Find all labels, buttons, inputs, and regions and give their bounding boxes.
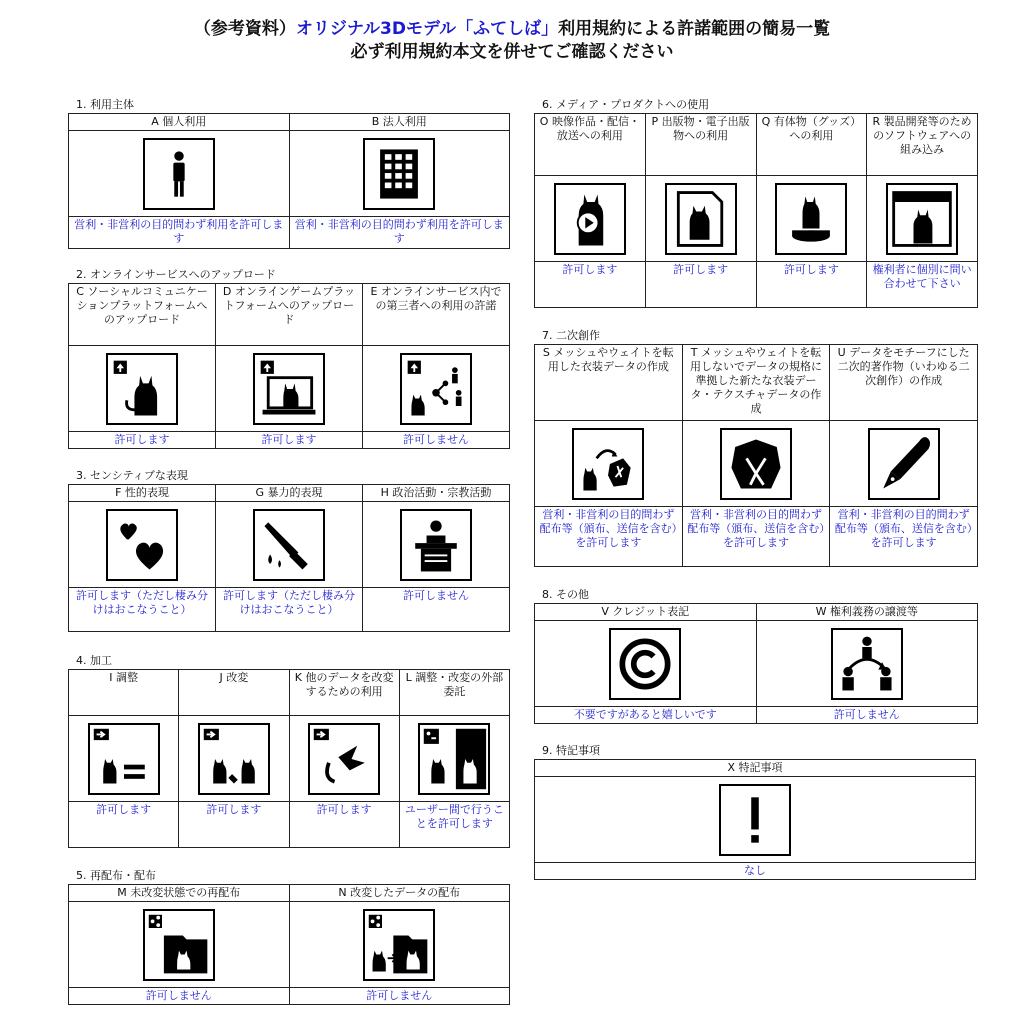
section-title: 7. 二次創作 [542, 329, 600, 342]
title-line1 [0, 18, 1024, 41]
col-header: V クレジット表記 [535, 604, 757, 621]
col-header: A 個人利用 [69, 114, 290, 131]
permission-value: 営利・非営利の目的問わず配布等（頒布、送信を含む）を許可します [830, 507, 978, 567]
permission-value: 許可しません [69, 988, 290, 1005]
col-header: D オンラインゲームプラットフォームへのアップロード [216, 284, 363, 346]
section-processing [68, 653, 510, 848]
col-header: U データをモチーフにした二次的著作物（いわゆる二次創作）の作成 [830, 345, 978, 421]
modify-other-icon [308, 723, 380, 795]
adjust-icon [88, 723, 160, 795]
permission-value: 許可します [179, 802, 289, 848]
permission-table [68, 113, 510, 249]
outsource-icon [418, 723, 490, 795]
permission-table [534, 759, 976, 880]
permission-value: 許可します [535, 262, 646, 308]
copyright-icon [609, 628, 681, 700]
redistribute-icon [143, 909, 215, 981]
col-header: O 映像作品・配信・放送への利用 [535, 114, 646, 176]
share-third-party-icon [400, 353, 472, 425]
transfer-icon [831, 628, 903, 700]
section-title: 2. オンラインサービスへのアップロード [76, 268, 276, 281]
new-costume-icon [720, 428, 792, 500]
exclamation-icon [719, 784, 791, 856]
col-header: F 性的表現 [69, 485, 216, 502]
section-derivative [534, 328, 978, 567]
permission-table [68, 669, 510, 848]
permission-value: 許可します（ただし棲み分けはおこなうこと） [69, 588, 216, 632]
permission-value: 営利・非営利の目的問わず利用を許可します [69, 217, 290, 249]
section-other [534, 587, 978, 724]
figure-icon [775, 183, 847, 255]
modify-icon [198, 723, 270, 795]
permission-table [68, 484, 510, 632]
section-sensitive [68, 468, 510, 632]
pen-icon [868, 428, 940, 500]
permission-value: 営利・非営利の目的問わず利用を許可します [289, 217, 510, 249]
section-usage-subject [68, 97, 510, 249]
title-notice: 必ず利用規約本文を併せてご確認ください [350, 42, 674, 62]
distribute-modified-icon [363, 909, 435, 981]
software-icon [886, 183, 958, 255]
document-icon [665, 183, 737, 255]
col-header: W 権利義務の譲渡等 [756, 604, 978, 621]
permission-value: 許可します [756, 262, 867, 308]
permission-value: 許可します [216, 432, 363, 449]
col-header: I 調整 [69, 670, 179, 716]
upload-cat-icon [106, 353, 178, 425]
permission-value: ユーザー間で行うことを許可します [399, 802, 509, 848]
permission-table [68, 884, 510, 1005]
section-title: 5. 再配布・配布 [76, 869, 156, 882]
permission-value: 権利者に個別に問い合わせて下さい [867, 262, 978, 308]
col-header: N 改変したデータの配布 [289, 885, 510, 902]
permission-value: 許可しません [289, 988, 510, 1005]
section-title: 3. センシティブな表現 [76, 469, 188, 482]
section-title: 4. 加工 [76, 654, 112, 667]
col-header: P 出版物・電子出版物への利用 [645, 114, 756, 176]
section-title: 9. 特記事項 [542, 744, 600, 757]
col-header: Q 有体物（グッズ）への利用 [756, 114, 867, 176]
col-header: M 未改変状態での再配布 [69, 885, 290, 902]
col-header: S メッシュやウェイトを転用した衣装データの作成 [535, 345, 683, 421]
col-header: J 改変 [179, 670, 289, 716]
permission-value: 許可しません [363, 432, 510, 449]
permission-value: なし [535, 863, 976, 880]
section-title: 1. 利用主体 [76, 98, 134, 111]
permission-value: 許可します [69, 802, 179, 848]
permission-table [534, 603, 978, 724]
hearts-icon [106, 509, 178, 581]
knife-icon [253, 509, 325, 581]
game-upload-icon [253, 353, 325, 425]
section-title: 8. その他 [542, 588, 589, 601]
permission-value: 許可しません [756, 707, 978, 724]
col-header: K 他のデータを改変するための利用 [289, 670, 399, 716]
costume-icon [572, 428, 644, 500]
section-special-notes [534, 743, 976, 880]
title-suffix: 利用規約による許諾範囲の簡易一覧 [558, 19, 831, 39]
title-highlight: オリジナル3Dモデル「ふてしば」 [295, 19, 559, 39]
permission-table [68, 283, 510, 449]
col-header: X 特記事項 [535, 760, 976, 777]
col-header: G 暴力的表現 [216, 485, 363, 502]
permission-value: 許可します（ただし棲み分けはおこなうこと） [216, 588, 363, 632]
permission-value: 営利・非営利の目的問わず配布等（頒布、送信を含む）を許可します [682, 507, 830, 567]
col-header: E オンラインサービス内での第三者への利用の許諾 [363, 284, 510, 346]
permission-table [534, 344, 978, 567]
person-icon [143, 138, 215, 210]
page-title [0, 18, 1024, 64]
col-header: R 製品開発等のためのソフトウェアへの組み込み [867, 114, 978, 176]
podium-icon [400, 509, 472, 581]
section-redistribution [68, 868, 510, 1005]
col-header: L 調整・改変の外部委託 [399, 670, 509, 716]
permission-table [534, 113, 978, 308]
permission-value: 不要ですがあると嬉しいです [535, 707, 757, 724]
video-icon [554, 183, 626, 255]
permission-value: 許可します [645, 262, 756, 308]
permission-value: 許可します [69, 432, 216, 449]
col-header: H 政治活動・宗教活動 [363, 485, 510, 502]
section-media-products [534, 97, 978, 308]
section-online-upload [68, 267, 510, 449]
col-header: T メッシュやウェイトを転用しないでデータの規格に準拠した新たな衣装データ・テクスチャデータの作成 [682, 345, 830, 421]
permission-value: 許可しません [363, 588, 510, 632]
col-header: C ソーシャルコミュニケーションプラットフォームへのアップロード [69, 284, 216, 346]
section-title: 6. メディア・プロダクトへの使用 [542, 98, 710, 111]
title-prefix: （参考資料） [193, 19, 296, 39]
col-header: B 法人利用 [289, 114, 510, 131]
permission-value: 許可します [289, 802, 399, 848]
building-icon [363, 138, 435, 210]
permission-value: 営利・非営利の目的問わず配布等（頒布、送信を含む）を許可します [535, 507, 683, 567]
